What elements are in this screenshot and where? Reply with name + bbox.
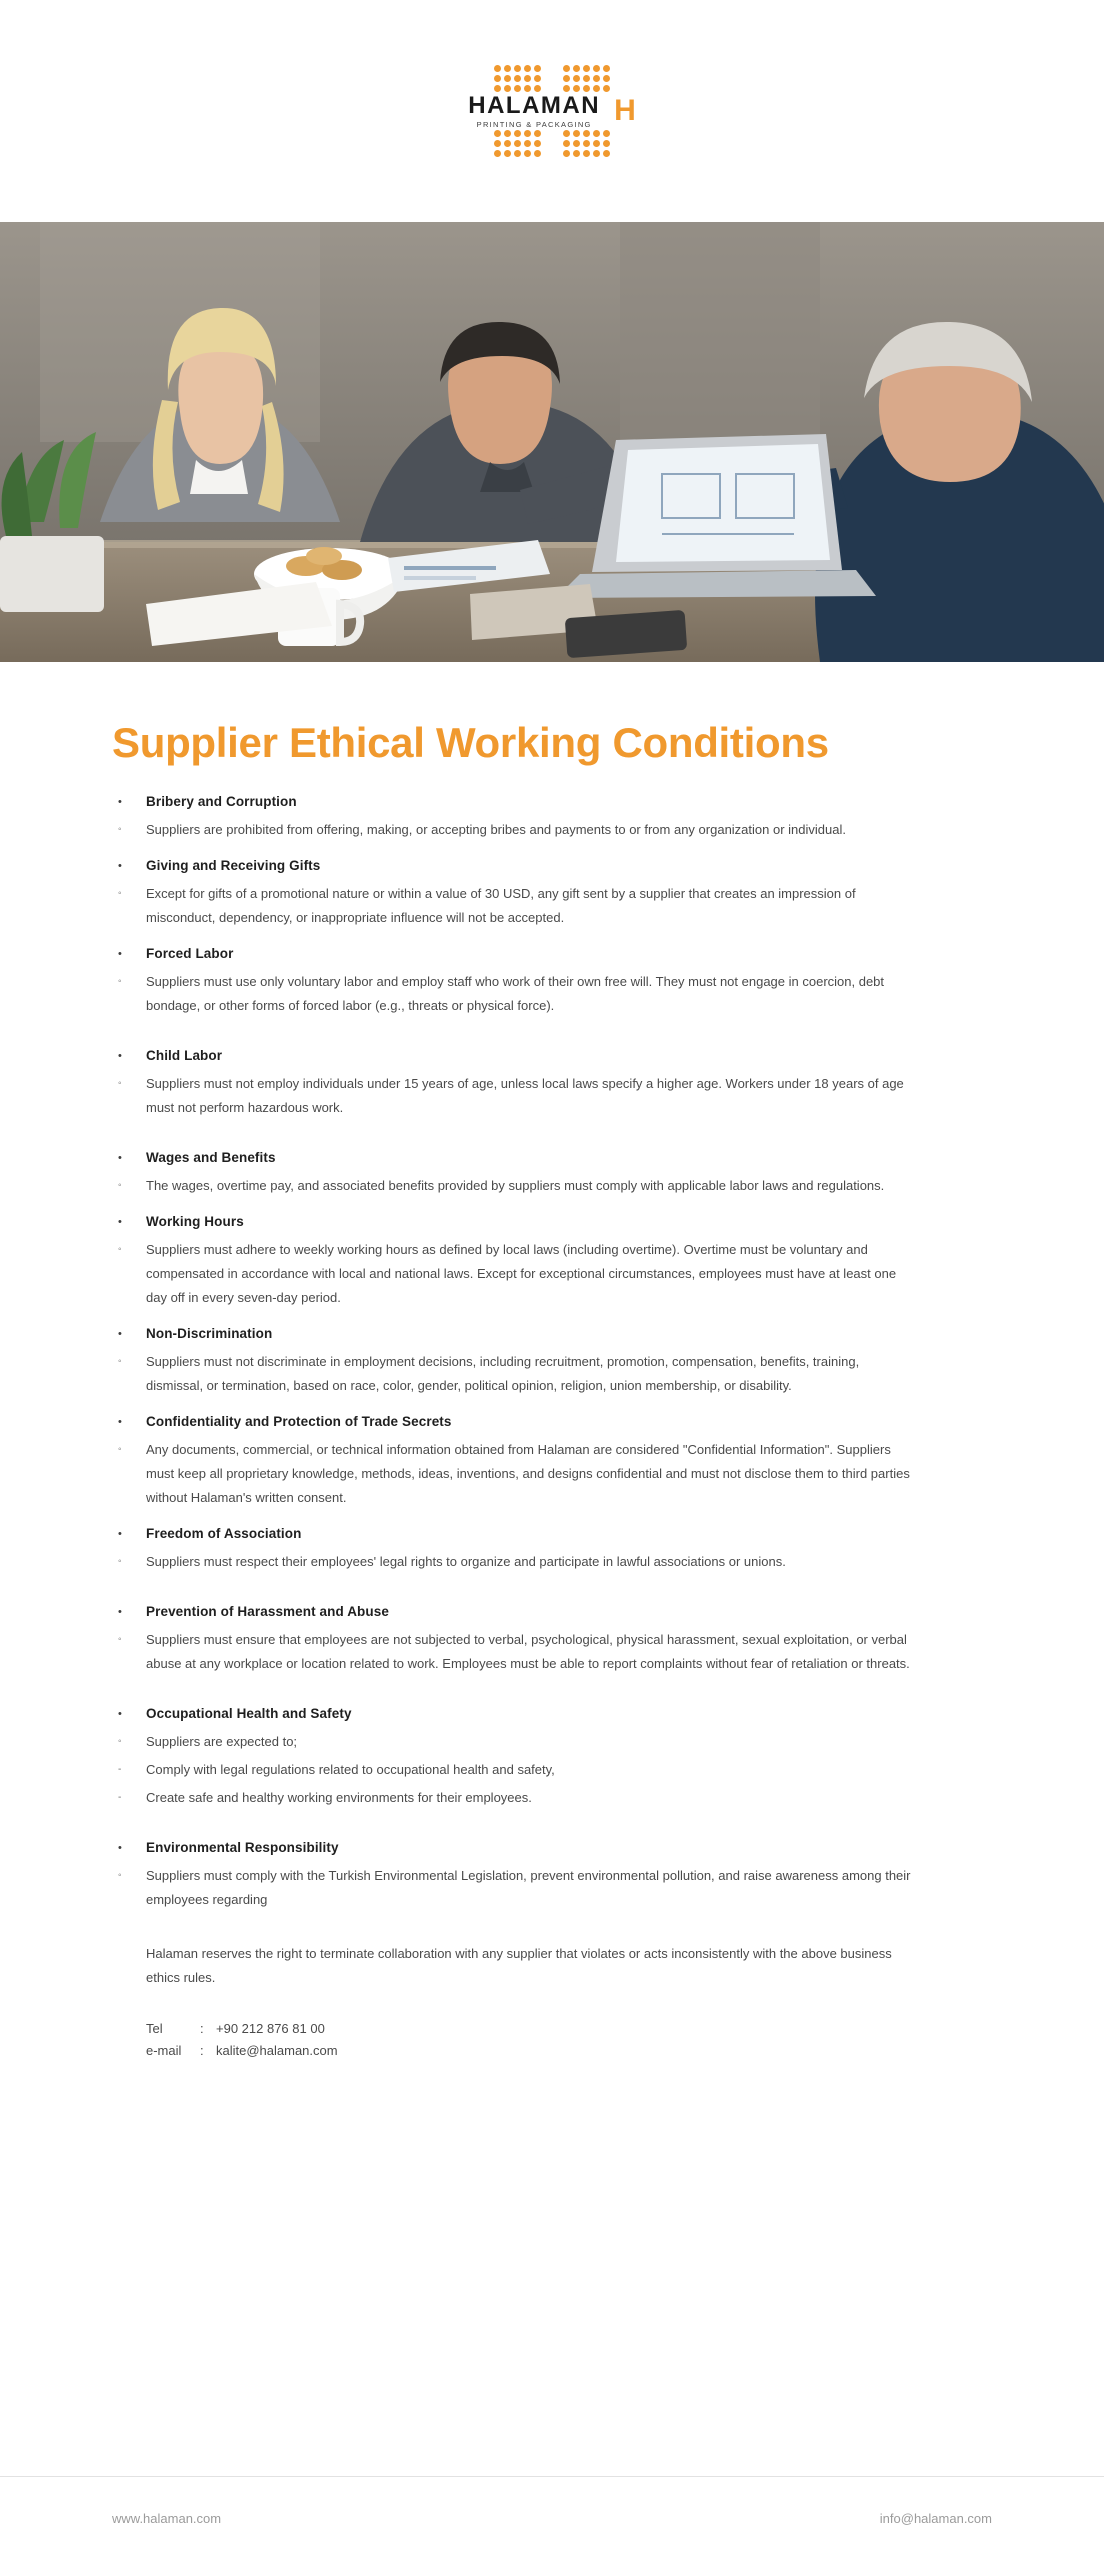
contact-separator: : [200,2043,204,2059]
contact-label-tel: Tel [146,2021,163,2037]
body-bullet-icon: ◦ [118,888,122,900]
body-bullet-icon: ◦ [118,1180,122,1192]
section-item-text: Suppliers are expected to; [146,1734,298,1750]
section-item-text: Suppliers must not employ individuals under 15 years of age, unless local laws specify a higher age. Workers under 18 years of age must not perform hazardous work. [146,1076,904,1116]
section-item-row [112,882,992,930]
section-item-text: Create safe and healthy working environments for their employees. [146,1790,532,1806]
section-heading-row [112,1212,992,1232]
section-wages-and-benefits [112,1148,992,1198]
heading-bullet-icon: • [118,948,122,961]
section-giving-and-receiving-gifts [112,856,992,930]
section-heading-row [112,1704,992,1724]
section-item-row [112,1550,992,1574]
contact-value-email[interactable]: kalite@halaman.com [216,2043,338,2059]
section-heading-row [112,1046,992,1066]
hero-image [0,222,1104,662]
footer-website[interactable]: www.halaman.com [112,2511,222,2526]
section-item-row [112,1628,992,1676]
dash-bullet-icon: - [118,1764,122,1776]
section-item-row [112,1238,992,1310]
section-confidentiality-and-trade-secrets [112,1412,992,1510]
section-freedom-of-association [112,1524,992,1574]
section-item-text: Suppliers must ensure that employees are not subjected to verbal, psychological, physical harassment, sexual exploitation, or verbal abuse at any workplace or location related to work. Employees must be able to report complaints without fear of retaliation or threats. [146,1632,910,1672]
body-bullet-icon: ◦ [118,1444,122,1456]
heading-bullet-icon: • [118,1152,122,1165]
section-heading: Wages and Benefits [146,1150,276,1166]
section-heading-row [112,1524,992,1544]
section-heading-row [112,1838,992,1858]
body-bullet-icon: ◦ [118,976,122,988]
contact-label-email: e-mail [146,2043,182,2059]
section-working-hours [112,1212,992,1310]
body-bullet-icon: ◦ [118,1870,122,1882]
heading-bullet-icon: • [118,1416,122,1429]
dash-bullet-icon: - [118,1792,122,1804]
contact-row-tel [146,2018,992,2040]
closing-paragraph: Halaman reserves the right to terminate collaboration with any supplier that violates or acts inconsistently with the above business ethics rules. [146,1946,892,1986]
section-item-row [112,970,992,1018]
body-bullet-icon: ◦ [118,824,122,836]
spacer [112,1022,992,1032]
hero-illustration [0,222,1104,662]
section-heading: Prevention of Harassment and Abuse [146,1604,389,1620]
dot-grid-left-top [494,65,541,92]
document-content [0,662,1104,2062]
section-heading-row [112,1324,992,1344]
heading-bullet-icon: • [118,1842,122,1855]
section-child-labor [112,1046,992,1120]
section-heading-row [112,856,992,876]
section-item-row [112,1072,992,1120]
footer-email[interactable]: info@halaman.com [879,2511,992,2526]
logo-dots-top [494,65,610,92]
dot-grid-right-top [563,65,610,92]
section-item-row [112,1438,992,1510]
section-heading: Non-Discrimination [146,1326,273,1342]
body-bullet-icon: ◦ [118,1078,122,1090]
logo-wordmark-row [468,91,636,129]
logo-h-mark: H [614,94,636,127]
page-title: Supplier Ethical Working Conditions [112,719,829,766]
section-item-row [112,1864,992,1912]
page-footer [0,2476,1104,2560]
contact-value-tel: +90 212 876 81 00 [216,2021,325,2037]
section-bribery-and-corruption [112,792,992,842]
section-heading: Giving and Receiving Gifts [146,858,321,874]
section-item-row [112,1350,992,1398]
body-bullet-icon: ◦ [118,1356,122,1368]
section-item-text: Suppliers must use only voluntary labor and employ staff who work of their own free will. They must not engage in coercion, debt bondage, or other forms of forced labor (e.g., threats or physical force). [146,974,885,1014]
body-bullet-icon: ◦ [118,1556,122,1568]
spacer [112,1680,992,1690]
body-bullet-icon: ◦ [118,1634,122,1646]
heading-bullet-icon: • [118,1050,122,1063]
logo-name: HALAMAN [468,91,601,119]
section-item-row [112,818,992,842]
heading-bullet-icon: • [118,1708,122,1721]
logo-tagline: PRINTING & PACKAGING [476,119,592,129]
section-item-text: Suppliers must not discriminate in employment decisions, including recruitment, promotion, compensation, benefits, training, dismissal, or termination, based on race, color, gender, political opinion, religion, union membership, or disability. [146,1354,860,1394]
section-item-text: Suppliers must adhere to weekly working hours as defined by local laws (including overtime). Overtime must be voluntary and compensated in accordance with local and national laws. Except for exceptional circumstances, employees must have at least one day off in every seven-day period. [146,1242,897,1306]
section-heading-row [112,792,992,812]
section-heading: Forced Labor [146,946,234,962]
section-item-text: Suppliers are prohibited from offering, making, or accepting bribes and payments to or from any organization or individual. [146,822,846,838]
section-item-row [112,1174,992,1198]
section-forced-labor [112,944,992,1018]
contact-row-email [146,2040,992,2062]
halaman-logo [468,65,636,158]
section-prevention-of-harassment-and-abuse [112,1602,992,1676]
contact-separator: : [200,2021,204,2037]
section-heading: Freedom of Association [146,1526,302,1542]
body-bullet-icon: ◦ [118,1736,122,1748]
section-heading: Occupational Health and Safety [146,1706,352,1722]
section-heading: Environmental Responsibility [146,1840,339,1856]
section-heading-row [112,944,992,964]
section-item-text: Any documents, commercial, or technical information obtained from Halaman are considered "Confidential Information". Suppliers must keep all proprietary knowledge, methods, ideas, inventions, and designs confidential and must not disclose them to third parties without Halaman's written consent. [146,1442,910,1506]
section-item-text: Suppliers must comply with the Turkish Environmental Legislation, prevent environmental pollution, and raise awareness among their employees regarding [146,1868,911,1908]
heading-bullet-icon: • [118,1216,122,1229]
section-item-row [112,1786,992,1810]
section-heading-row [112,1148,992,1168]
spacer [112,1814,992,1824]
section-heading-row [112,1602,992,1622]
body-bullet-icon: ◦ [118,1244,122,1256]
heading-bullet-icon: • [118,1606,122,1619]
spacer [112,1124,992,1134]
section-non-discrimination [112,1324,992,1398]
section-heading-row [112,1412,992,1432]
section-occupational-health-and-safety [112,1704,992,1810]
dot-grid-right-bottom [563,130,610,157]
section-heading: Bribery and Corruption [146,794,297,810]
section-item-text: Comply with legal regulations related to occupational health and safety, [146,1762,555,1778]
heading-bullet-icon: • [118,1328,122,1341]
section-item-row [112,1730,992,1754]
section-item-text: Suppliers must respect their employees' legal rights to organize and participate in lawful associations or unions. [146,1554,786,1570]
contact-block [146,2018,992,2062]
page-header [0,0,1104,222]
logo-dots-bottom [494,130,610,157]
section-item-text: The wages, overtime pay, and associated benefits provided by suppliers must comply with applicable labor laws and regulations. [146,1178,885,1194]
section-environmental-responsibility [112,1838,992,1912]
section-heading: Child Labor [146,1048,223,1064]
logo-wordmark [468,91,601,129]
section-item-row [112,1758,992,1782]
section-item-text: Except for gifts of a promotional nature or within a value of 30 USD, any gift sent by a supplier that creates an impression of misconduct, dependency, or inappropriate influence will not be accepted. [146,886,856,926]
section-heading: Working Hours [146,1214,244,1230]
dot-grid-left-bottom [494,130,541,157]
spacer [112,1578,992,1588]
heading-bullet-icon: • [118,796,122,809]
heading-bullet-icon: • [118,860,122,873]
heading-bullet-icon: • [118,1528,122,1541]
section-heading: Confidentiality and Protection of Trade Secrets [146,1414,452,1430]
